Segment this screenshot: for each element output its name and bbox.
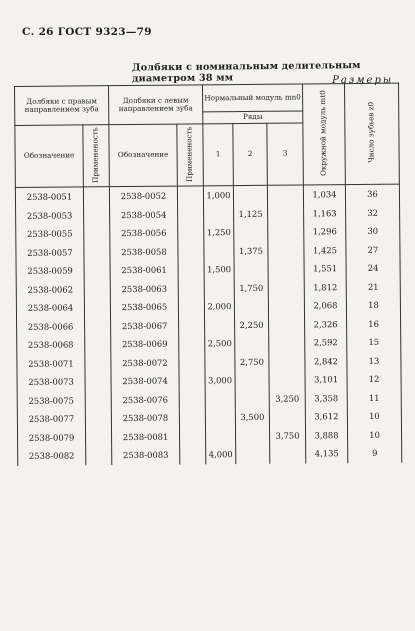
header-applicability-left (177, 124, 204, 186)
pitch-module-cell: 1,163 (304, 204, 346, 223)
teeth-count-cell: 12 (347, 370, 401, 389)
pitch-module-cell: 3,358 (305, 389, 347, 408)
module-row1-cell: 3,000 (205, 371, 235, 390)
teeth-count-cell: 10 (347, 407, 401, 426)
applicability-left-cell (179, 390, 205, 409)
module-row3-cell (268, 296, 304, 315)
designation-right-cell: 2538-0051 (15, 187, 83, 207)
applicability-left-cell (179, 316, 205, 335)
designation-left-cell: 2538-0063 (110, 279, 178, 298)
module-row1-cell (204, 205, 234, 224)
designation-right-cell: 2538-0068 (17, 335, 85, 354)
applicability-right-cell (85, 391, 111, 410)
shaper-cutter-table (14, 83, 402, 466)
module-row2-cell: 2,750 (235, 352, 269, 371)
teeth-count-cell: 11 (347, 388, 401, 407)
module-row3-cell (268, 259, 304, 278)
module-row3-cell (268, 241, 304, 260)
designation-right-cell: 2538-0062 (16, 280, 84, 299)
designation-left-cell: 2538-0083 (112, 446, 180, 465)
designation-right-cell: 2538-0064 (16, 298, 84, 317)
applicability-left-cell (178, 205, 204, 224)
designation-left-cell: 2538-0061 (110, 261, 178, 280)
applicability-left-cell (179, 408, 205, 427)
designation-right-cell: 2538-0077 (17, 409, 85, 428)
designation-right-cell: 2538-0082 (18, 446, 86, 465)
designation-right-cell: 2538-0055 (16, 224, 84, 243)
teeth-count-cell: 15 (347, 333, 401, 352)
pitch-module-cell: 1,551 (304, 259, 346, 278)
module-row1-cell (205, 316, 235, 335)
designation-left-cell: 2538-0069 (111, 335, 179, 354)
module-row3-cell (268, 278, 304, 297)
applicability-right-cell (84, 243, 110, 262)
applicability-left-cell (179, 371, 205, 390)
header-pitch-module-text: Окружной модуль mt0 (318, 90, 329, 177)
module-row2-cell (236, 445, 270, 464)
applicability-right-cell (85, 428, 111, 447)
teeth-count-cell: 16 (347, 314, 401, 333)
module-row1-cell (205, 427, 235, 446)
header-applicability-right (83, 125, 110, 187)
table-row (18, 444, 402, 466)
module-row1-cell (205, 353, 235, 372)
teeth-count-cell: 36 (345, 184, 399, 203)
designation-left-cell: 2538-0067 (111, 316, 179, 335)
module-row2-cell: 1,125 (234, 204, 268, 223)
header-right-hand: Долбяки с правым направлением зуба (15, 86, 109, 126)
teeth-count-cell: 18 (346, 296, 400, 315)
module-row3-cell (268, 204, 304, 223)
designation-left-cell: 2538-0072 (111, 353, 179, 372)
teeth-count-cell: 30 (346, 222, 400, 241)
header-designation-left: Обозначение (109, 124, 178, 187)
applicability-right-cell (85, 409, 111, 428)
designation-left-cell: 2538-0065 (110, 298, 178, 317)
module-row1-cell: 2,000 (204, 297, 234, 316)
teeth-count-cell: 10 (347, 425, 401, 444)
header-row-1: 1 (203, 124, 234, 186)
applicability-right-cell (84, 298, 110, 317)
header-applicability-right-text: Примененость (90, 126, 101, 183)
module-row1-cell: 2,500 (205, 334, 235, 353)
header-teeth-count-text: Число зубьев z0 (366, 102, 377, 164)
applicability-right-cell (86, 446, 112, 465)
designation-left-cell: 2538-0058 (110, 242, 178, 261)
pitch-module-cell: 3,612 (305, 407, 347, 426)
applicability-right-cell (85, 317, 111, 336)
applicability-left-cell (178, 297, 204, 316)
module-row2-cell (233, 185, 267, 204)
table-subtitle: Размеры (332, 75, 393, 86)
header-normal-module: Нормальный модуль mn0 (203, 84, 303, 112)
table-title: Долбяки с номинальным делительным диаметром 38 мм (131, 60, 361, 85)
applicability-left-cell (179, 353, 205, 372)
designation-left-cell: 2538-0081 (112, 427, 180, 446)
applicability-left-cell (179, 334, 205, 353)
designation-right-cell: 2538-0057 (16, 243, 84, 262)
designation-left-cell: 2538-0056 (110, 224, 178, 243)
teeth-count-cell: 24 (346, 259, 400, 278)
designation-left-cell: 2538-0052 (109, 186, 177, 206)
teeth-count-cell: 9 (348, 444, 402, 463)
pitch-module-cell: 1,812 (304, 278, 346, 297)
header-row-2: 2 (233, 123, 268, 185)
designation-right-cell: 2538-0073 (17, 372, 85, 391)
module-row3-cell (269, 315, 305, 334)
module-row2-cell (234, 260, 268, 279)
teeth-count-cell: 32 (346, 203, 400, 222)
applicability-right-cell (84, 261, 110, 280)
module-row1-cell (205, 390, 235, 409)
pitch-module-cell: 3,101 (305, 370, 347, 389)
module-row1-cell (205, 408, 235, 427)
applicability-right-cell (85, 335, 111, 354)
module-row2-cell (235, 426, 269, 445)
applicability-right-cell (85, 372, 111, 391)
header-applicability-left-text: Примененость (184, 125, 195, 182)
header-row-3: 3 (267, 123, 304, 185)
applicability-left-cell (178, 260, 204, 279)
header-rows: Ряды (203, 111, 303, 124)
module-row2-cell (234, 297, 268, 316)
pitch-module-cell: 4,135 (306, 444, 348, 463)
teeth-count-cell: 21 (346, 277, 400, 296)
teeth-count-cell: 13 (347, 351, 401, 370)
designation-right-cell: 2538-0053 (16, 206, 84, 225)
page-header: С. 26 ГОСТ 9323—79 (22, 26, 152, 38)
designation-right-cell: 2538-0071 (17, 354, 85, 373)
pitch-module-cell: 1,296 (304, 222, 346, 241)
applicability-right-cell (83, 187, 109, 206)
pitch-module-cell: 1,034 (303, 185, 345, 204)
designation-right-cell: 2538-0079 (17, 428, 85, 447)
module-row2-cell: 3,500 (235, 408, 269, 427)
module-row2-cell: 1,750 (234, 278, 268, 297)
designation-left-cell: 2538-0076 (111, 390, 179, 409)
applicability-left-cell (178, 223, 204, 242)
module-row3-cell: 3,750 (269, 426, 305, 445)
header-designation-right: Обозначение (15, 125, 84, 188)
module-row1-cell: 1,250 (204, 223, 234, 242)
designation-left-cell: 2538-0054 (110, 205, 178, 224)
module-row3-cell (267, 185, 303, 204)
module-row2-cell (235, 334, 269, 353)
module-row1-cell (204, 279, 234, 298)
applicability-right-cell (84, 206, 110, 225)
designation-right-cell: 2538-0059 (16, 261, 84, 280)
module-row1-cell: 1,000 (203, 186, 233, 205)
module-row3-cell (269, 352, 305, 371)
applicability-right-cell (85, 354, 111, 373)
table-body (15, 184, 401, 465)
module-row3-cell (270, 444, 306, 463)
module-row3-cell (268, 222, 304, 241)
designation-right-cell: 2538-0066 (17, 317, 85, 336)
teeth-count-cell: 27 (346, 240, 400, 259)
applicability-left-cell (179, 427, 205, 446)
module-row3-cell: 3,250 (269, 389, 305, 408)
module-row2-cell: 1,375 (234, 241, 268, 260)
pitch-module-cell: 2,592 (305, 333, 347, 352)
pitch-module-cell: 2,326 (305, 315, 347, 334)
applicability-right-cell (84, 224, 110, 243)
header-teeth-count (345, 83, 400, 184)
applicability-left-cell (177, 186, 203, 205)
pitch-module-cell: 2,842 (305, 352, 347, 371)
module-row1-cell: 4,000 (206, 445, 236, 464)
pitch-module-cell: 2,068 (304, 296, 346, 315)
pitch-module-cell: 1,425 (304, 241, 346, 260)
applicability-left-cell (180, 445, 206, 464)
designation-left-cell: 2538-0074 (111, 372, 179, 391)
designation-left-cell: 2538-0078 (111, 409, 179, 428)
module-row2-cell (234, 223, 268, 242)
module-row2-cell (235, 389, 269, 408)
applicability-left-cell (178, 242, 204, 261)
pitch-module-cell: 3,888 (305, 426, 347, 445)
applicability-right-cell (84, 280, 110, 299)
designation-right-cell: 2538-0075 (17, 391, 85, 410)
module-row2-cell: 2,250 (235, 315, 269, 334)
module-row1-cell (204, 242, 234, 261)
header-left-hand: Долбяки с левым направлением зуба (109, 85, 203, 125)
module-row3-cell (269, 333, 305, 352)
module-row1-cell: 1,500 (204, 260, 234, 279)
applicability-left-cell (178, 279, 204, 298)
module-row3-cell (269, 370, 305, 389)
header-pitch-module (303, 84, 346, 185)
module-row3-cell (269, 407, 305, 426)
module-row2-cell (235, 371, 269, 390)
